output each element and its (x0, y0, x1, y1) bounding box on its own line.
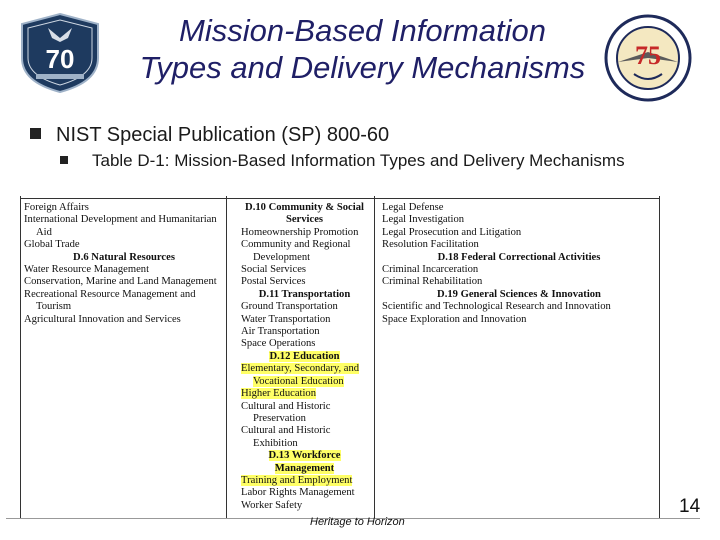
title-line-1: Mission-Based Information (179, 13, 546, 48)
table-entry: Criminal Incarceration (382, 264, 479, 276)
table-column-rule-2 (374, 196, 375, 518)
table-section-header: D.10 Community & Social (245, 202, 364, 213)
table-entry: Cultural and Historic (241, 425, 331, 437)
table-entry: Ground Transportation (241, 301, 338, 313)
square-bullet-icon (60, 156, 68, 164)
table-entry: Social Services (241, 264, 307, 276)
table-entry: Conservation, Marine and Land Management (24, 276, 217, 288)
table-entry: Agricultural Innovation and Services (24, 313, 181, 325)
title-line-2: Types and Delivery Mechanisms (139, 50, 586, 85)
table-d1-excerpt (20, 196, 660, 518)
bullet-2-text: Table D-1: Mission-Based Information Types and Delivery Mechanisms (92, 151, 625, 170)
table-entry: Cultural and Historic (241, 400, 331, 412)
command-75th-seal-logo (604, 14, 692, 102)
table-section-header: D.12 Education (269, 350, 340, 362)
bullet-1-text: NIST Special Publication (SP) 800-60 (56, 124, 390, 146)
table-section-header: Management (274, 462, 335, 474)
table-entry: Water Transportation (241, 313, 331, 325)
table-entry: Scientific and Technological Research and Innovation (382, 301, 611, 313)
table-section-header: D.6 Natural Resources (73, 251, 175, 263)
table-entry: Legal Investigation (382, 214, 465, 226)
table-entry: Vocational Education (253, 375, 344, 387)
table-entry: Space Exploration and Innovation (382, 313, 527, 325)
table-entry: Tourism (36, 301, 72, 313)
table-section-header: D.19 General Sciences & Innovation (437, 288, 601, 300)
footer-motto: Heritage to Horizon (310, 516, 405, 528)
table-entry: Global Trade (24, 239, 80, 251)
bullet-level-1 (30, 124, 389, 147)
table-entry: Development (253, 251, 311, 263)
logo-right-number: 75 (635, 41, 661, 70)
table-entry: Aid (36, 226, 52, 238)
logo-left-number: 70 (45, 44, 75, 74)
table-entry: Community and Regional (241, 239, 351, 251)
table-top-rule (20, 198, 660, 199)
table-entry: Labor Rights Management (241, 487, 355, 499)
table-entry: Legal Prosecution and Litigation (382, 226, 522, 238)
table-entry: Legal Defense (382, 202, 444, 213)
slide-title (110, 12, 615, 86)
bullet-level-2 (60, 150, 652, 172)
table-entry: Space Operations (241, 338, 316, 350)
table-entry: Higher Education (241, 388, 317, 400)
table-section-header: D.13 Workforce (268, 450, 341, 462)
table-column-3 (382, 202, 656, 326)
table-entry: Resolution Facilitation (382, 239, 479, 251)
table-entry: Elementary, Secondary, and (241, 363, 360, 375)
table-entry: Recreational Resource Management and (24, 288, 196, 300)
table-entry: Worker Safety (241, 499, 303, 511)
square-bullet-icon (30, 128, 41, 139)
table-left-rule (20, 196, 21, 518)
air-force-70th-logo (18, 12, 102, 94)
table-entry: Exhibition (253, 437, 298, 449)
table-column-rule-1 (226, 196, 227, 518)
table-column-2 (241, 202, 368, 512)
table-entry: Air Transportation (241, 326, 320, 338)
table-section-header: Services (285, 214, 324, 226)
table-right-rule (659, 196, 660, 518)
table-entry: Training and Employment (241, 474, 353, 486)
table-entry: Preservation (253, 412, 306, 424)
table-section-header: D.18 Federal Correctional Activities (437, 251, 601, 263)
table-entry: Postal Services (241, 276, 306, 288)
table-entry: International Development and Humanitarian (24, 214, 217, 226)
table-entry: Water Resource Management (24, 264, 150, 276)
table-entry: Foreign Affairs (24, 202, 89, 213)
table-entry: Criminal Rehabilitation (382, 276, 483, 288)
table-entry: Homeownership Promotion (241, 226, 359, 238)
page-number: 14 (679, 496, 701, 517)
table-column-1 (24, 202, 224, 326)
table-section-header: D.11 Transportation (258, 288, 351, 300)
